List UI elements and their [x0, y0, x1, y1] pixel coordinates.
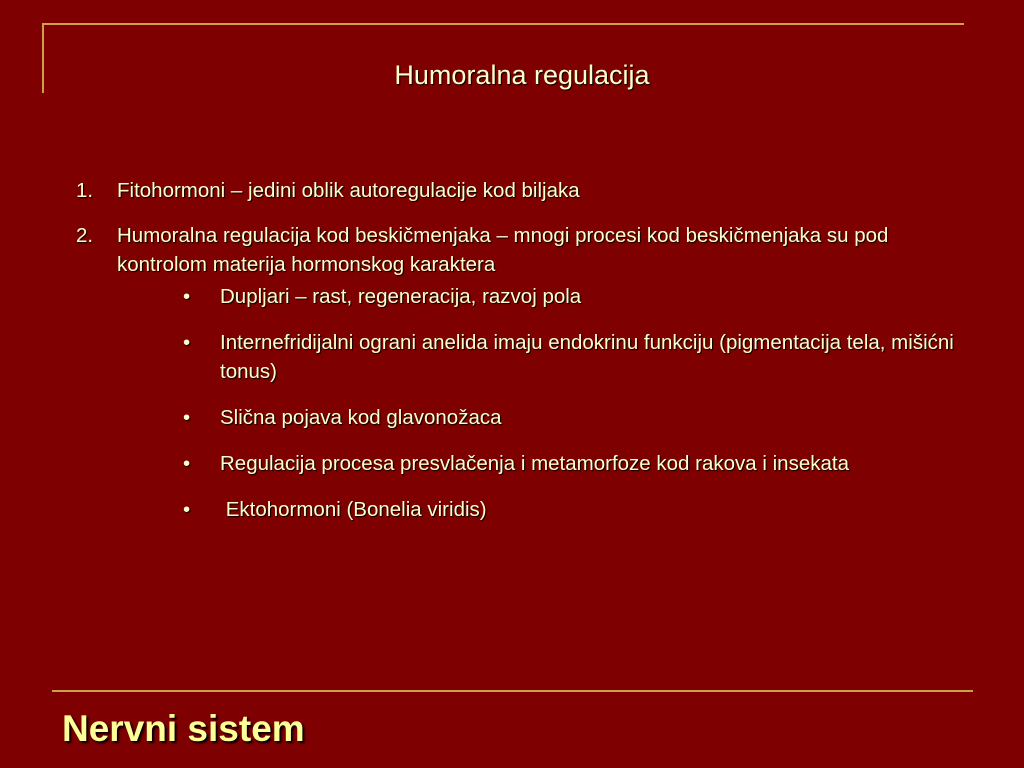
item-number: 1. [76, 179, 94, 202]
bullet-text: Regulacija procesa presvlačenja i metamorfoze kod rakova i insekata [220, 452, 849, 475]
bullet-list [76, 282, 956, 524]
slide-title: Humoralna regulacija [394, 60, 650, 90]
item-text: Humoralna regulacija kod beskičmenjaka – mnogi procesi kod beskičmenjaka su pod kontrolom materija hormonskog karaktera [117, 224, 889, 276]
bullet-item [76, 328, 956, 386]
bullet-item [76, 449, 956, 478]
footer-title: Nervni sistem [62, 708, 305, 749]
bullet-icon: • [183, 406, 191, 429]
frame-top-line [42, 23, 964, 25]
bullet-item [76, 403, 956, 432]
numbered-item [76, 221, 956, 279]
bullet-icon: • [183, 498, 191, 521]
frame-bottom-line [52, 690, 973, 692]
bullet-icon: • [183, 285, 191, 308]
bullet-text: Ektohormoni (Bonelia viridis) [220, 498, 487, 521]
bullet-icon: • [183, 331, 191, 354]
bullet-text: Slična pojava kod glavonožaca [220, 406, 502, 429]
bullet-item [76, 282, 956, 311]
slide-content [76, 176, 956, 541]
bullet-item [76, 495, 956, 524]
bullet-text: Dupljari – rast, regeneracija, razvoj pola [220, 285, 582, 308]
bullet-icon: • [183, 452, 191, 475]
numbered-item [76, 176, 956, 205]
bullet-text: Internefridijalni ograni anelida imaju endokrinu funkciju (pigmentacija tela, mišićni tonus) [220, 331, 954, 383]
item-text: Fitohormoni – jedini oblik autoregulacije kod biljaka [117, 179, 580, 202]
item-number: 2. [76, 224, 94, 247]
